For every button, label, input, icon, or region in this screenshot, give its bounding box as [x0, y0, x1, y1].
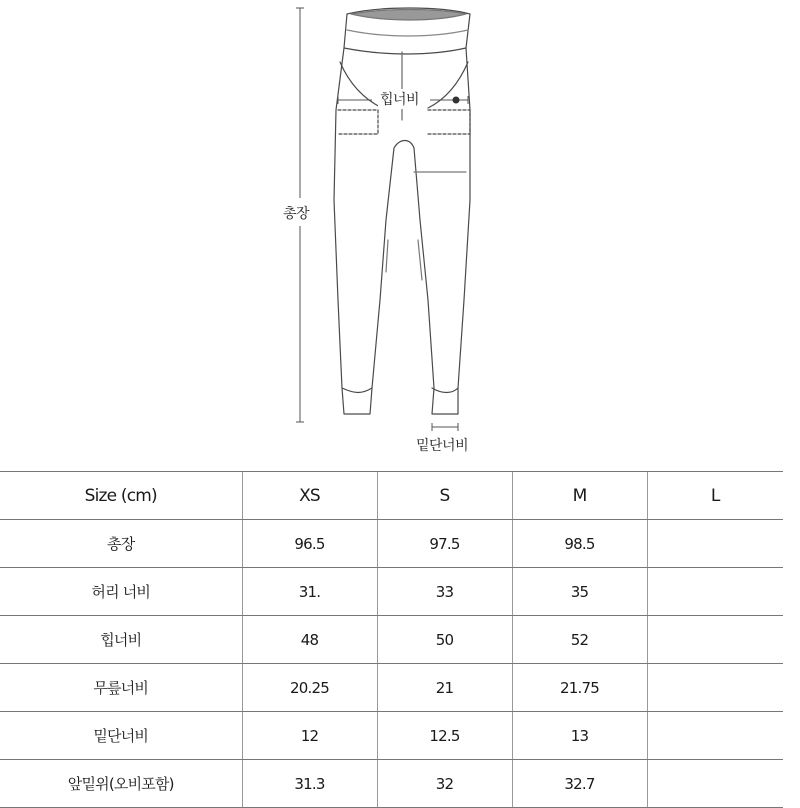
header-m: M	[512, 472, 647, 520]
table-row	[0, 664, 783, 712]
button-dot	[453, 97, 460, 104]
right-cuff	[432, 388, 458, 393]
left-pocket	[340, 62, 382, 108]
row-label: 힙너비	[0, 616, 242, 664]
cell-value	[647, 520, 783, 568]
cell-value: 98.5	[512, 520, 647, 568]
hip-width-label: 힙너비	[378, 89, 421, 109]
header-l: L	[647, 472, 783, 520]
cell-value	[647, 616, 783, 664]
left-pocket-flap	[338, 110, 378, 134]
cell-value: 31.3	[242, 760, 377, 808]
table-row	[0, 568, 783, 616]
size-table	[0, 471, 783, 808]
table-header-row	[0, 472, 783, 520]
cell-value: 52	[512, 616, 647, 664]
cell-value: 48	[242, 616, 377, 664]
row-label: 총장	[0, 520, 242, 568]
row-label: 밑단너비	[0, 712, 242, 760]
table-row	[0, 520, 783, 568]
cell-value	[647, 568, 783, 616]
hem-width-label: 밑단너비	[416, 438, 469, 454]
row-label: 앞밑위(오비포함)	[0, 760, 242, 808]
cell-value: 12.5	[377, 712, 512, 760]
cell-value: 96.5	[242, 520, 377, 568]
header-size-cm: Size (cm)	[0, 472, 242, 520]
left-cuff	[342, 388, 372, 393]
cell-value	[647, 712, 783, 760]
cell-value: 50	[377, 616, 512, 664]
cell-value: 32.7	[512, 760, 647, 808]
cell-value: 13	[512, 712, 647, 760]
cell-value: 12	[242, 712, 377, 760]
row-label: 허리 너비	[0, 568, 242, 616]
cell-value	[647, 760, 783, 808]
cell-value: 35	[512, 568, 647, 616]
cell-value: 20.25	[242, 664, 377, 712]
cell-value: 97.5	[377, 520, 512, 568]
table-row	[0, 712, 783, 760]
total-length-label: 총장	[283, 206, 310, 222]
cell-value: 21.75	[512, 664, 647, 712]
cell-value: 32	[377, 760, 512, 808]
hem-width-measure-line	[432, 423, 458, 431]
cell-value: 21	[377, 664, 512, 712]
cell-value	[647, 664, 783, 712]
row-label: 무릎너비	[0, 664, 242, 712]
cell-value: 33	[377, 568, 512, 616]
cell-value: 31.	[242, 568, 377, 616]
header-s: S	[377, 472, 512, 520]
right-pocket	[428, 62, 468, 108]
table-row	[0, 760, 783, 808]
right-pocket-flap	[428, 110, 470, 134]
table-row	[0, 616, 783, 664]
header-xs: XS	[242, 472, 377, 520]
